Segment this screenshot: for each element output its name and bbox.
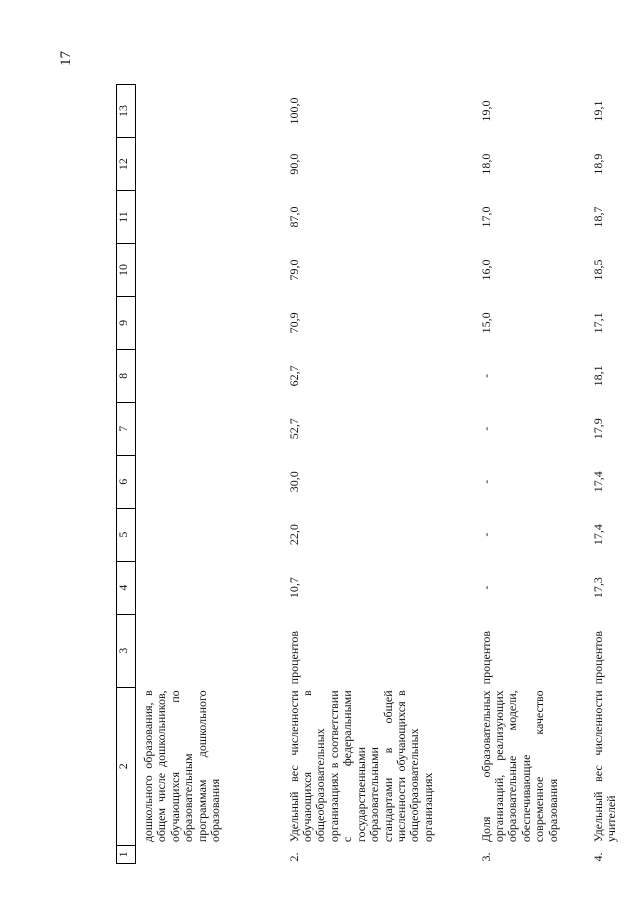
page-number: 17 [58,51,74,66]
value-cell: 18,1 [590,365,605,387]
value-cell: 52,7 [286,418,301,440]
value-cell: 17,4 [590,524,605,546]
value-cell [136,85,282,138]
header-row [117,85,136,864]
value-cell: 30,0 [286,471,301,493]
indicator-text: Удельный вес численности обучающихся в общеобразовательных организациях в соответствии с федеральными государственными образовательными стандартами в общей численности обучающихся в общеобразовательных организациях [286,690,435,843]
value-cell [136,402,282,455]
unit-cell: процентов [478,631,493,685]
column-header: 7 [117,402,136,455]
value-cell: 18,5 [590,259,605,281]
value-cell: - [478,373,493,378]
value-cell: 16,0 [478,259,493,281]
value-cell: 22,0 [286,524,301,546]
value-cell: 90,0 [286,153,301,175]
value-cell: 15,0 [478,312,493,334]
row-number [136,845,282,863]
value-cell: 17,4 [590,471,605,493]
value-cell: 18,9 [590,153,605,175]
value-cell: - [478,532,493,537]
value-cell: 19,1 [590,100,605,122]
row-number: 3. [478,852,493,862]
value-cell: 17,0 [478,206,493,228]
table-row [474,85,586,864]
column-header: 12 [117,138,136,191]
value-cell: 10,7 [286,577,301,599]
value-cell: - [478,479,493,484]
value-cell: 87,0 [286,206,301,228]
value-cell [136,296,282,349]
value-cell [136,455,282,508]
value-cell: 18,7 [590,206,605,228]
indicator-text: дошкольного образования, в общем числе дошкольников, обучающихся по образовательным программам дошкольного образования [141,690,223,843]
rotated-table-container [116,84,640,864]
value-cell: 70,9 [286,312,301,334]
value-cell [136,349,282,402]
unit-cell: процентов [590,631,605,685]
table-row [136,85,282,864]
column-header: 4 [117,561,136,614]
value-cell: 17,3 [590,577,605,599]
table-row [586,85,640,864]
value-cell: 17,9 [590,418,605,440]
value-cell: - [478,585,493,590]
value-cell [136,138,282,191]
column-header: 13 [117,85,136,138]
column-header: 5 [117,508,136,561]
value-cell [136,508,282,561]
unit-cell: процентов [286,631,301,685]
table-row [282,85,474,864]
value-cell: 100,0 [286,97,301,125]
indicator-text: Удельный вес численности учителей [590,690,618,843]
value-cell [136,561,282,614]
indicator-table [116,84,640,864]
row-number: 4. [590,852,605,862]
value-cell: 19,0 [478,100,493,122]
column-header: 1 [117,845,136,863]
indicator-text: Доля образовательных организаций, реализующих образовательные модели, обеспечивающие современное качество образования [478,690,560,843]
column-header: 11 [117,191,136,244]
value-cell: 62,7 [286,365,301,387]
value-cell: 18,0 [478,153,493,175]
column-header: 3 [117,614,136,687]
value-cell [136,243,282,296]
column-header: 9 [117,296,136,349]
column-header: 2 [117,687,136,845]
column-header: 10 [117,243,136,296]
value-cell [136,191,282,244]
row-number: 2. [286,852,301,862]
value-cell: 79,0 [286,259,301,281]
value-cell: 17,1 [590,312,605,334]
column-header: 8 [117,349,136,402]
column-header: 6 [117,455,136,508]
unit-cell [136,614,282,687]
value-cell: - [478,426,493,431]
